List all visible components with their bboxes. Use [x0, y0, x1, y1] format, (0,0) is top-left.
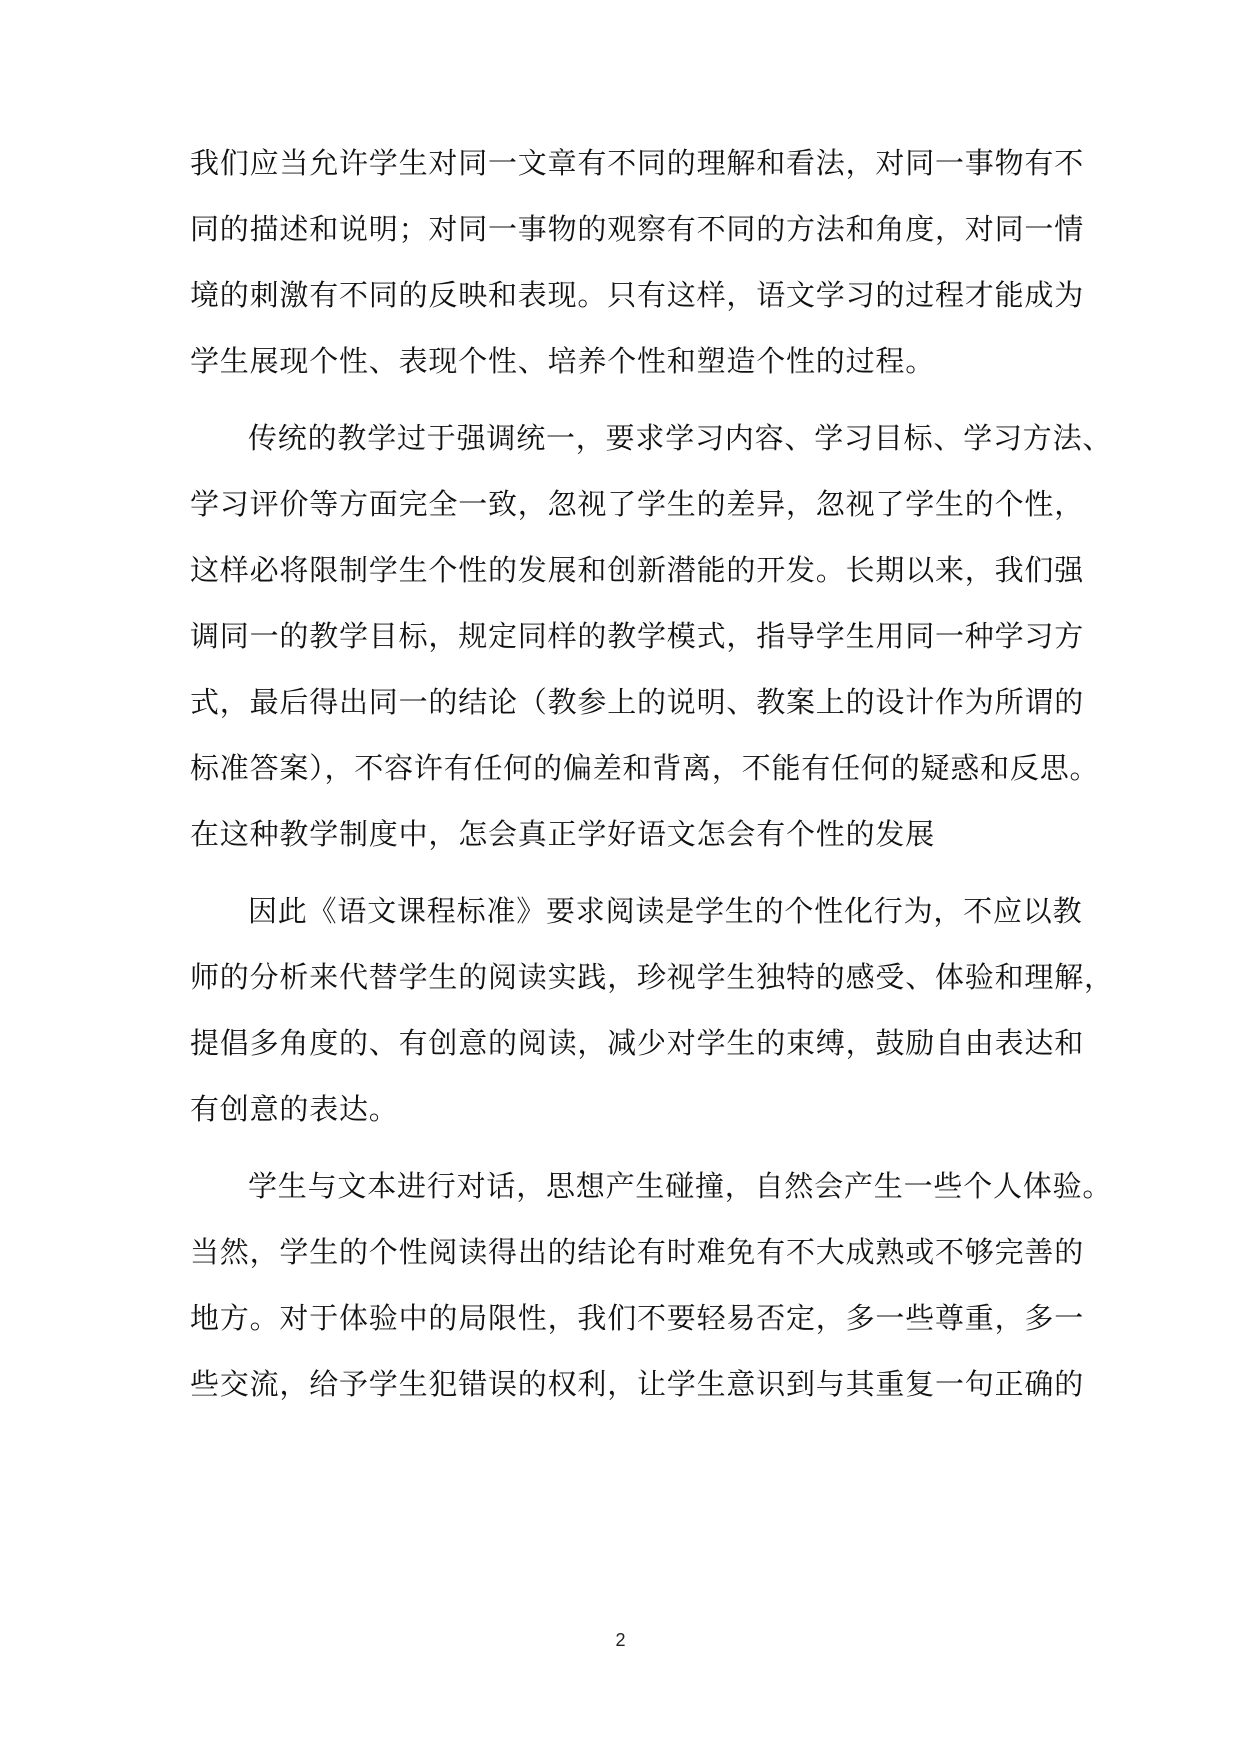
text-line-3: 境的刺激有不同的反映和表现。只有这样，语文学习的过程才能成为: [190, 278, 1085, 312]
text-line-14: 提倡多角度的、有创意的阅读，减少对学生的束缚，鼓励自由表达和: [190, 1026, 1085, 1060]
paragraph-start-line-16: 学生与文本进行对话，思想产生碰撞，自然会产生一些个人体验。: [248, 1169, 1113, 1203]
text-line-19: 些交流，给予学生犯错误的权利，让学生意识到与其重复一句正确的: [190, 1367, 1085, 1401]
text-line-6: 学习评价等方面完全一致，忽视了学生的差异，忽视了学生的个性，: [190, 487, 1085, 521]
paragraph-start-line-12: 因此《语文课程标准》要求阅读是学生的个性化行为，不应以教: [248, 894, 1083, 928]
text-line-10: 标准答案），不容许有任何的偏差和背离，不能有任何的疑惑和反思。: [190, 751, 1100, 785]
text-line-15: 有创意的表达。: [190, 1092, 399, 1126]
text-line-9: 式，最后得出同一的结论（教参上的说明、教案上的设计作为所谓的: [190, 685, 1085, 719]
text-line-7: 这样必将限制学生个性的发展和创新潜能的开发。长期以来，我们强: [190, 553, 1085, 587]
text-line-13: 师的分析来代替学生的阅读实践，珍视学生独特的感受、体验和理解，: [190, 960, 1114, 994]
text-line-17: 当然，学生的个性阅读得出的结论有时难免有不大成熟或不够完善的: [190, 1235, 1085, 1269]
paragraph-start-line-5: 传统的教学过于强调统一，要求学习内容、学习目标、学习方法、: [248, 421, 1113, 455]
text-line-4: 学生展现个性、表现个性、培养个性和塑造个性的过程。: [190, 344, 936, 378]
text-line-8: 调同一的教学目标，规定同样的教学模式，指导学生用同一种学习方: [190, 619, 1085, 653]
page-number: 2: [615, 1630, 626, 1650]
text-line-1: 我们应当允许学生对同一文章有不同的理解和看法，对同一事物有不: [190, 146, 1085, 180]
text-line-11: 在这种教学制度中，怎会真正学好语文怎会有个性的发展: [190, 817, 936, 851]
text-line-18: 地方。对于体验中的局限性，我们不要轻易否定，多一些尊重，多一: [190, 1301, 1085, 1335]
text-line-2: 同的描述和说明；对同一事物的观察有不同的方法和角度，对同一情: [190, 212, 1085, 246]
